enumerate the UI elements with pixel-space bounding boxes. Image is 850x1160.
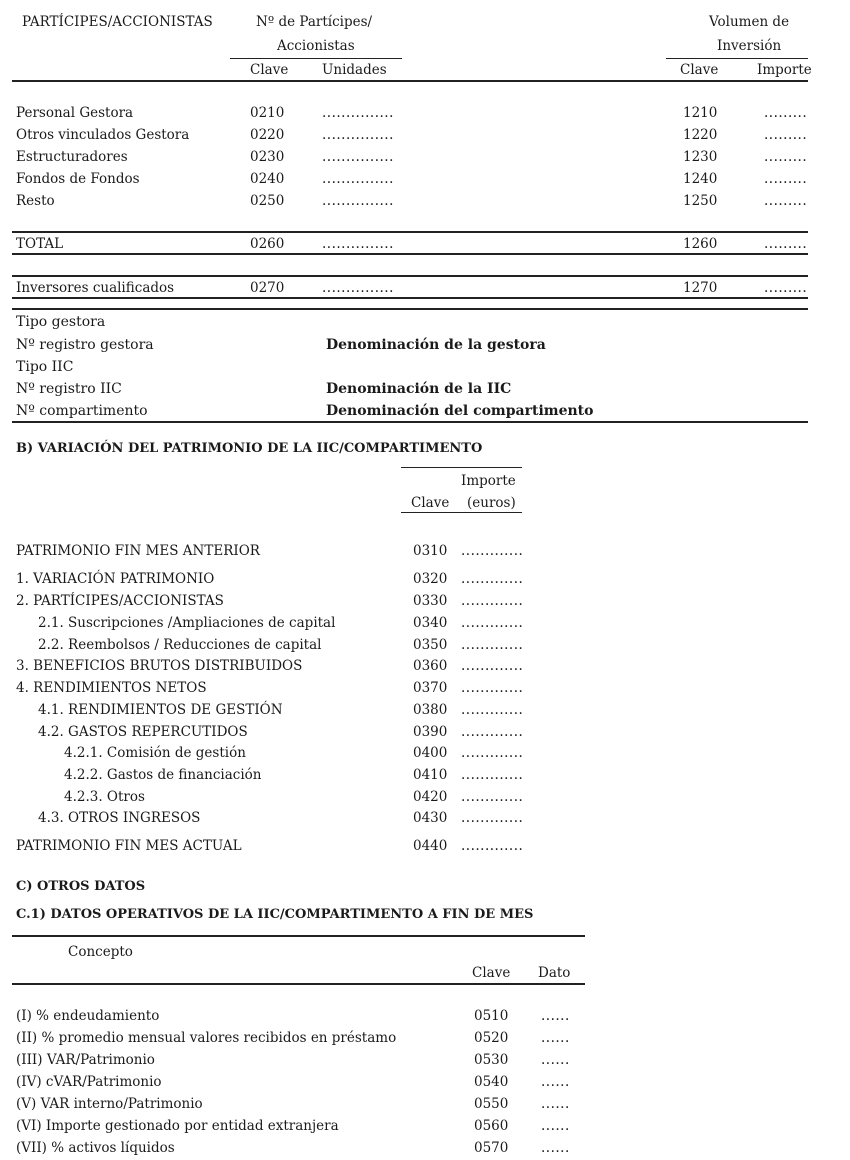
patrimonio-row-label: 3. BENEFICIOS BRUTOS DISTRIBUIDOS — [16, 658, 303, 674]
header-vol-underline — [666, 58, 808, 59]
section-b-head-importe: Importe — [461, 473, 516, 489]
participe-importe[interactable]: ......... — [764, 149, 808, 165]
operativo-row-clave: 0540 — [474, 1074, 509, 1090]
operativo-row-label: (II) % promedio mensual valores recibidos en préstamo — [16, 1030, 397, 1046]
subheader-clave2: Clave — [680, 62, 719, 78]
participe-unidades[interactable]: ............... — [322, 105, 394, 121]
header-num-underline — [230, 58, 402, 59]
denom-iic-label: Denominación de la IIC — [326, 381, 512, 397]
total-clave2: 1260 — [683, 236, 718, 252]
patrimonio-row-value[interactable]: ............. — [461, 810, 524, 826]
patrimonio-row-clave: 0430 — [413, 810, 448, 826]
patrimonio-row-label: 4.2.1. Comisión de gestión — [64, 745, 246, 761]
participe-unidades[interactable]: ............... — [322, 171, 394, 187]
registro-iic-label: Nº registro IIC — [16, 381, 122, 397]
patrimonio-row-clave: 0320 — [413, 571, 448, 587]
patrimonio-row-value[interactable]: ............. — [461, 637, 524, 653]
patrimonio-row-value[interactable]: ............. — [461, 789, 524, 805]
section-c-head-bottom-rule — [12, 983, 585, 985]
participe-clave: 0230 — [250, 149, 285, 165]
header-vol-line1: Volumen de — [709, 14, 790, 30]
patrimonio-row-clave: 0340 — [413, 615, 448, 631]
patrimonio-row-clave: 0350 — [413, 637, 448, 653]
patrimonio-row-clave: 0400 — [413, 745, 448, 761]
patrimonio-row-label: 4.1. RENDIMIENTOS DE GESTIÓN — [38, 702, 283, 718]
section-b-title: B) VARIACIÓN DEL PATRIMONIO DE LA IIC/COMPARTIMENTO — [16, 441, 483, 456]
operativo-row-value[interactable]: ...... — [541, 1052, 570, 1068]
operativo-row-clave: 0560 — [474, 1118, 509, 1134]
operativo-row-value[interactable]: ...... — [541, 1140, 570, 1156]
patrimonio-row-value[interactable]: ............. — [461, 615, 524, 631]
patrimonio-row-value[interactable]: ............. — [461, 724, 524, 740]
operativo-row-label: (I) % endeudamiento — [16, 1008, 160, 1024]
operativo-row-clave: 0550 — [474, 1096, 509, 1112]
participe-clave: 0250 — [250, 193, 285, 209]
patrimonio-row-label: 2. PARTÍCIPES/ACCIONISTAS — [16, 593, 224, 609]
patrimonio-row-value[interactable]: ............. — [461, 767, 524, 783]
cualif-label: Inversores cualificados — [16, 280, 175, 296]
operativo-row-value[interactable]: ...... — [541, 1096, 570, 1112]
participe-clave: 0240 — [250, 171, 285, 187]
cualif-unidades[interactable]: ............... — [322, 280, 394, 296]
total-top-rule — [12, 231, 808, 233]
section-c-head-top-rule — [12, 935, 585, 937]
patrimonio-row-label: PATRIMONIO FIN MES ACTUAL — [16, 838, 242, 854]
header-vol-line2: Inversión — [717, 38, 782, 54]
participe-clave: 0220 — [250, 127, 285, 143]
operativo-row-value[interactable]: ...... — [541, 1008, 570, 1024]
section-b-head-clave: Clave — [411, 495, 450, 511]
patrimonio-row-value[interactable]: ............. — [461, 702, 524, 718]
tipo-gestora-label: Tipo gestora — [16, 314, 106, 330]
participe-clave: 0210 — [250, 105, 285, 121]
participe-importe[interactable]: ......... — [764, 127, 808, 143]
participe-clave2: 1220 — [683, 127, 718, 143]
header-num-line2: Accionistas — [277, 38, 355, 54]
operativo-row-label: (IV) cVAR/Patrimonio — [16, 1074, 162, 1090]
operativo-row-clave: 0530 — [474, 1052, 509, 1068]
participe-label: Otros vinculados Gestora — [16, 127, 190, 143]
participe-clave2: 1250 — [683, 193, 718, 209]
cualif-bottom-rule — [12, 297, 808, 299]
patrimonio-row-value[interactable]: ............. — [461, 658, 524, 674]
participe-label: Resto — [16, 193, 55, 209]
patrimonio-row-label: 4.3. OTROS INGRESOS — [38, 810, 201, 826]
participe-clave2: 1210 — [683, 105, 718, 121]
cualif-clave2: 1270 — [683, 280, 718, 296]
tipo-iic-label: Tipo IIC — [16, 359, 74, 375]
cualif-clave: 0270 — [250, 280, 285, 296]
operativo-row-value[interactable]: ...... — [541, 1118, 570, 1134]
participe-clave2: 1240 — [683, 171, 718, 187]
operativo-row-clave: 0520 — [474, 1030, 509, 1046]
header-participes: PARTÍCIPES/ACCIONISTAS — [22, 14, 213, 30]
section-c-head-concepto: Concepto — [68, 944, 133, 960]
patrimonio-row-clave: 0330 — [413, 593, 448, 609]
total-bottom-rule — [12, 253, 808, 255]
total-unidades[interactable]: ............... — [322, 236, 394, 252]
header-bottom-rule — [12, 80, 808, 82]
patrimonio-row-label: 4.2.2. Gastos de financiación — [64, 767, 262, 783]
participe-importe[interactable]: ......... — [764, 105, 808, 121]
subheader-unidades: Unidades — [322, 62, 387, 78]
patrimonio-row-value[interactable]: ............. — [461, 745, 524, 761]
total-importe[interactable]: ......... — [764, 236, 808, 252]
participe-unidades[interactable]: ............... — [322, 149, 394, 165]
participe-unidades[interactable]: ............... — [322, 127, 394, 143]
section-b-head-euros: (euros) — [467, 495, 516, 511]
patrimonio-row-clave: 0390 — [413, 724, 448, 740]
info-bottom-rule — [12, 421, 808, 423]
patrimonio-row-clave: 0370 — [413, 680, 448, 696]
total-label: TOTAL — [16, 236, 64, 252]
participe-label: Personal Gestora — [16, 105, 134, 121]
section-b-head-bottom-rule — [401, 512, 522, 513]
patrimonio-row-value[interactable]: ............. — [461, 593, 524, 609]
operativo-row-value[interactable]: ...... — [541, 1074, 570, 1090]
total-clave: 0260 — [250, 236, 285, 252]
operativo-row-label: (V) VAR interno/Patrimonio — [16, 1096, 203, 1112]
section-c-title: C) OTROS DATOS — [16, 879, 146, 894]
cualif-importe[interactable]: ......... — [764, 280, 808, 296]
patrimonio-row-label: 1. VARIACIÓN PATRIMONIO — [16, 571, 215, 587]
section-b-head-top-rule — [401, 467, 522, 468]
participe-unidades[interactable]: ............... — [322, 193, 394, 209]
cualif-top-rule — [12, 275, 808, 277]
participe-label: Fondos de Fondos — [16, 171, 140, 187]
info-top-rule — [12, 308, 808, 310]
participe-label: Estructuradores — [16, 149, 128, 165]
patrimonio-row-value[interactable]: ............. — [461, 571, 524, 587]
patrimonio-row-value[interactable]: ............. — [461, 680, 524, 696]
denom-gestora-label: Denominación de la gestora — [326, 337, 546, 353]
operativo-row-label: (VII) % activos líquidos — [16, 1140, 175, 1156]
patrimonio-row-clave: 0410 — [413, 767, 448, 783]
patrimonio-row-value[interactable]: ............. — [461, 543, 524, 559]
section-c-head-dato: Dato — [538, 965, 571, 981]
denom-compartimento-label: Denominación del compartimento — [326, 403, 594, 419]
operativo-row-label: (VI) Importe gestionado por entidad extranjera — [16, 1118, 339, 1134]
operativo-row-label: (III) VAR/Patrimonio — [16, 1052, 155, 1068]
subheader-importe: Importe — [757, 62, 812, 78]
patrimonio-row-label: PATRIMONIO FIN MES ANTERIOR — [16, 543, 260, 559]
compartimento-label: Nº compartimento — [16, 403, 148, 419]
patrimonio-row-value[interactable]: ............. — [461, 838, 524, 854]
section-c-head-clave: Clave — [472, 965, 511, 981]
patrimonio-row-clave: 0360 — [413, 658, 448, 674]
patrimonio-row-label: 2.1. Suscripciones /Ampliaciones de capital — [38, 615, 336, 631]
header-num-line1: Nº de Partícipes/ — [256, 14, 373, 30]
operativo-row-value[interactable]: ...... — [541, 1030, 570, 1046]
participe-importe[interactable]: ......... — [764, 171, 808, 187]
patrimonio-row-clave: 0440 — [413, 838, 448, 854]
section-c1-title: C.1) DATOS OPERATIVOS DE LA IIC/COMPARTIMENTO A FIN DE MES — [16, 907, 534, 922]
patrimonio-row-clave: 0310 — [413, 543, 448, 559]
patrimonio-row-label: 4.2. GASTOS REPERCUTIDOS — [38, 724, 248, 740]
patrimonio-row-label: 4. RENDIMIENTOS NETOS — [16, 680, 207, 696]
subheader-clave: Clave — [250, 62, 289, 78]
patrimonio-row-clave: 0420 — [413, 789, 448, 805]
operativo-row-clave: 0510 — [474, 1008, 509, 1024]
operativo-row-clave: 0570 — [474, 1140, 509, 1156]
patrimonio-row-clave: 0380 — [413, 702, 448, 718]
registro-gestora-label: Nº registro gestora — [16, 337, 154, 353]
patrimonio-row-label: 4.2.3. Otros — [64, 789, 145, 805]
patrimonio-row-label: 2.2. Reembolsos / Reducciones de capital — [38, 637, 322, 653]
participe-clave2: 1230 — [683, 149, 718, 165]
participe-importe[interactable]: ......... — [764, 193, 808, 209]
